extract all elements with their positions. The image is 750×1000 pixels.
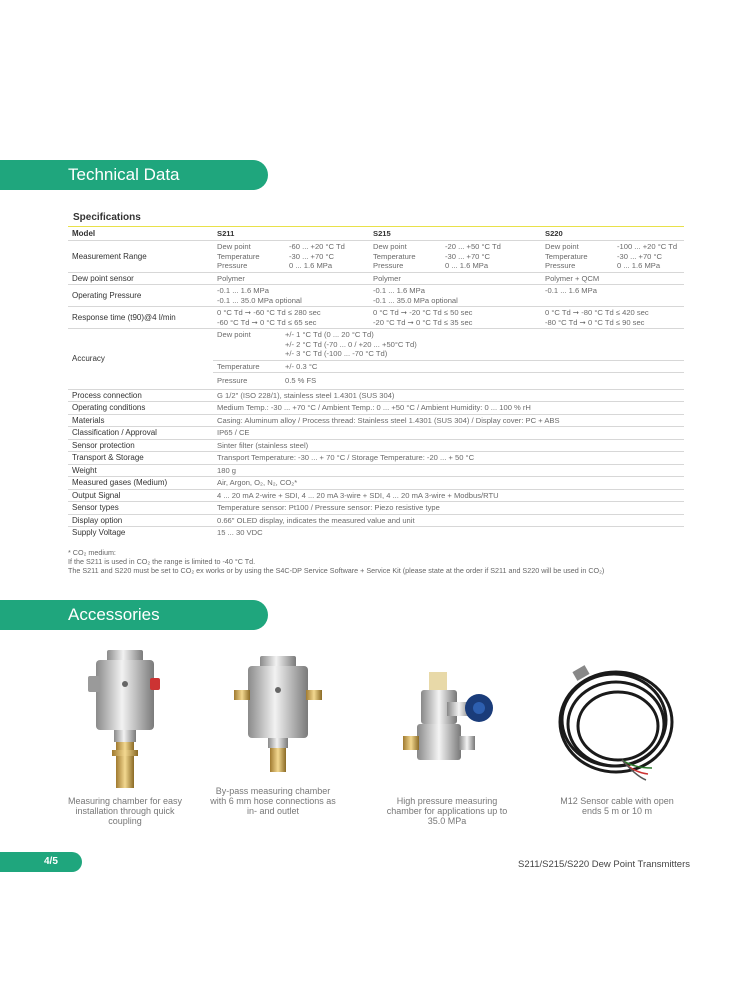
accessory-m12-cable [552, 650, 682, 816]
table-row [68, 452, 684, 465]
s211-operating-pressure: -0.1 ... 1.6 MPa -0.1 ... 35.0 MPa optional [217, 286, 302, 305]
row-label: Operating conditions [72, 403, 146, 412]
row-value: 0.66" OLED display, indicates the measured value and unit [217, 515, 415, 525]
header-s215: S215 [373, 229, 391, 239]
s215-dew-point-sensor: Polymer [373, 273, 401, 283]
accessory-caption: M12 Sensor cable with open ends 5 m or 10 m [560, 796, 674, 816]
accessories-banner: Accessories [0, 600, 268, 630]
accessory-caption: Measuring chamber for easy installation through quick coupling [67, 796, 183, 826]
row-label: Sensor protection [72, 440, 135, 450]
table-row [68, 527, 684, 539]
quick-coupling-chamber-icon [70, 650, 180, 790]
s211-response-time: 0 °C Td ➞ -60 °C Td ≤ 280 sec -60 °C Td ➞ 0 °C Td ≤ 65 sec [217, 308, 321, 327]
row-value: Sinter filter (stainless steel) [217, 440, 309, 450]
s215-response-time: 0 °C Td ➞ -20 °C Td ≤ 50 sec -20 °C Td ➞ 0 °C Td ≤ 35 sec [373, 308, 473, 327]
s220-response-time: 0 °C Td ➞ -80 °C Td ≤ 420 sec -80 °C Td ➞ 0 °C Td ≤ 90 sec [545, 308, 649, 327]
table-row [68, 514, 684, 527]
row-label: Sensor types [72, 503, 119, 512]
row-label: Transport & Storage [72, 453, 144, 462]
row-label: Weight [72, 465, 97, 475]
technical-data-banner: Technical Data [0, 160, 268, 190]
table-row-operating-pressure [68, 285, 684, 307]
table-row [68, 489, 684, 502]
row-value: Transport Temperature: -30 ... + 70 °C / Storage Temperature: -20 ... + 50 °C [217, 453, 475, 462]
row-label: Classification / Approval [72, 428, 157, 437]
accessory-caption: High pressure measuring chamber for applications up to 35.0 MPa [386, 796, 508, 826]
table-row-measurement-range [68, 241, 684, 273]
footer-product-title: S211/S215/S220 Dew Point Transmitters [518, 859, 690, 870]
row-label: Display option [72, 515, 123, 525]
row-value: 15 ... 30 VDC [217, 528, 263, 537]
row-label: Response time (t90)@4 l/min [72, 312, 176, 322]
table-row [68, 439, 684, 452]
row-value: 4 ... 20 mA 2-wire + SDI, 4 ... 20 mA 3-wire + SDI, 4 ... 20 mA 3-wire + Modbus/RTU [217, 490, 499, 500]
specifications-table [68, 228, 684, 539]
footnote-line: The S211 and S220 must be set to CO₂ ex works or by using the S4C-DP Service Software + Service Kit (please state at the order if S211 and S220 will be used in CO₂) [68, 565, 605, 575]
s215-operating-pressure: -0.1 ... 1.6 MPa -0.1 ... 35.0 MPa optional [373, 286, 458, 305]
table-row [68, 477, 684, 490]
row-label: Accuracy [72, 354, 105, 363]
table-row [68, 502, 684, 515]
table-row-response-time [68, 307, 684, 329]
row-label: Measured gases (Medium) [72, 478, 168, 487]
specifications-title: Specifications [73, 212, 141, 223]
s220-measurement-range: Dew point -100 ... +20 °C Td Temperature -30 ... +70 °C Pressure 0 ... 1.6 MPa [545, 242, 678, 270]
footnote-heading: * CO₂ medium: [68, 548, 116, 557]
s215-measurement-range: Dew point -20 ... +50 °C Td Temperature -30 ... +70 °C Pressure 0 ... 1.6 MPa [373, 242, 501, 270]
table-row [68, 402, 684, 415]
s220-dew-point-sensor: Polymer + QCM [545, 273, 600, 283]
accessory-bypass-chamber [208, 650, 338, 816]
row-value: Casing: Aluminum alloy / Process thread: Stainless steel 1.4301 (SUS 304) / Display cover: PC + ABS [217, 415, 560, 425]
s220-operating-pressure: -0.1 ... 1.6 MPa [545, 286, 597, 295]
high-pressure-chamber-icon [387, 650, 507, 790]
accuracy-dew-point: Dew point +/- 1 °C Td (0 ... 20 °C Td) +/- 2 °C Td (-70 ... 0 / +20 ... +50°C Td) +/- 3 °C Td (-100 ... -70 °C Td) [217, 330, 417, 358]
accessory-quick-coupling [60, 650, 190, 826]
table-row [68, 389, 684, 402]
row-value: G 1/2" (ISO 228/1), stainless steel 1.4301 (SUS 304) [217, 390, 395, 400]
header-s211: S211 [217, 229, 235, 239]
row-value: Medium Temp.: -30 ... +70 °C / Ambient Temp.: 0 ... +50 °C / Ambient Humidity: 0 ... 100 % rH [217, 403, 531, 412]
row-label: Operating Pressure [72, 290, 142, 300]
specifications-rule [68, 226, 684, 227]
s211-dew-point-sensor: Polymer [217, 273, 245, 283]
header-s220: S220 [545, 229, 563, 239]
table-header-row [68, 228, 684, 241]
footnote-line: If the S211 is used in CO₂ the range is limited to -40 °C Td. [68, 556, 256, 566]
header-model: Model [72, 229, 96, 239]
row-label: Dew point sensor [72, 273, 134, 283]
row-label: Process connection [72, 390, 142, 400]
bypass-chamber-icon [218, 650, 328, 780]
row-value: 180 g [217, 465, 237, 475]
accessory-high-pressure-chamber [382, 650, 512, 826]
accuracy-pressure: Pressure 0.5 % FS [217, 376, 317, 385]
row-label: Materials [72, 415, 105, 425]
table-row [68, 414, 684, 427]
co2-footnote [68, 549, 688, 575]
row-label: Output Signal [72, 490, 121, 500]
table-row-dew-point-sensor [68, 272, 684, 285]
table-row [68, 427, 684, 440]
accessory-caption: By-pass measuring chamber with 6 mm hose connections as in- and outlet [210, 786, 336, 816]
table-row [68, 464, 684, 477]
row-value: IP65 / CE [217, 428, 250, 437]
page-number-badge: 4/5 [0, 852, 82, 872]
row-value: Temperature sensor: Pt100 / Pressure sensor: Piezo resistive type [217, 503, 440, 512]
s211-measurement-range: Dew point -60 ... +20 °C Td Temperature -30 ... +70 °C Pressure 0 ... 1.6 MPa [217, 242, 345, 270]
row-label: Supply Voltage [72, 528, 126, 537]
sensor-cable-icon [552, 650, 682, 790]
table-row-accuracy-dew [68, 329, 684, 361]
row-value: Air, Argon, O₂, N₂, CO₂* [217, 478, 298, 487]
row-label: Measurement Range [72, 251, 147, 261]
accuracy-temperature: Temperature +/- 0.3 °C [217, 361, 318, 371]
